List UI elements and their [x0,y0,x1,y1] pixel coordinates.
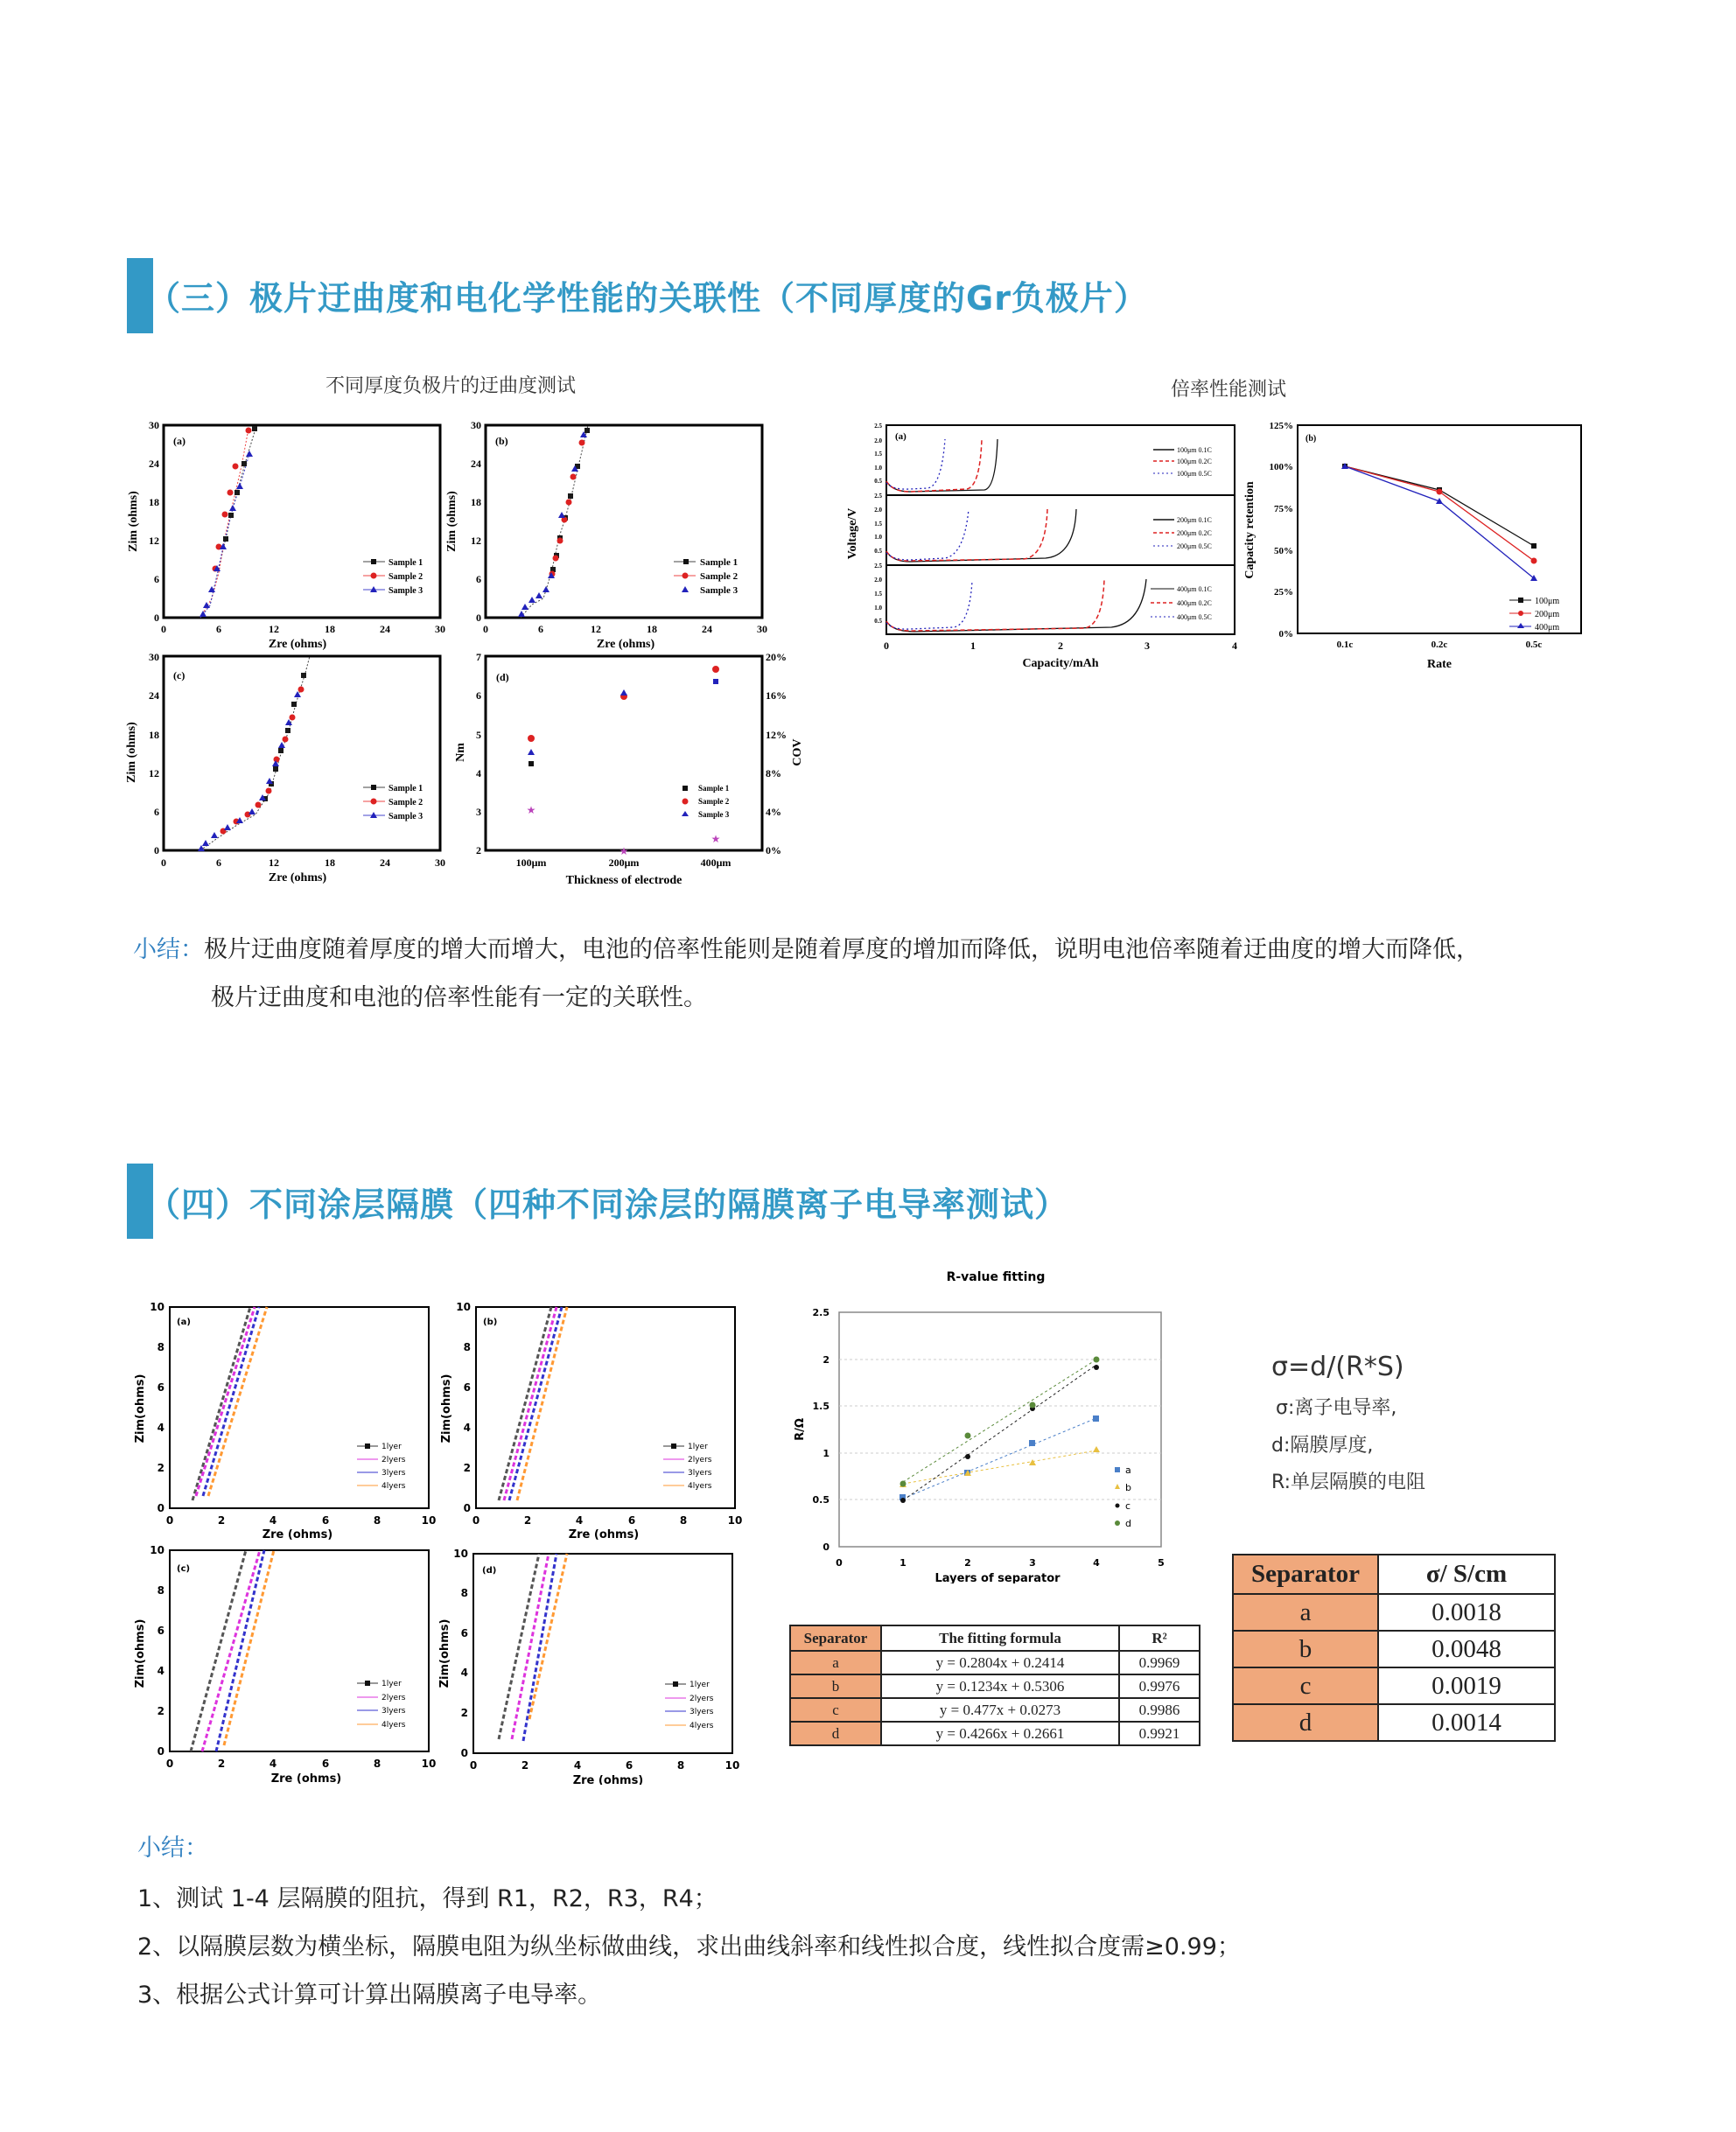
svg-text:5: 5 [1158,1557,1165,1569]
svg-text:12: 12 [149,535,159,547]
section4-summary-item-2: 2、以隔膜层数为横坐标，隔膜电阻为纵坐标做曲线，求出曲线斜率和线性拟合度，线性拟合度需≥0.99； [137,1933,1241,1961]
svg-text:★: ★ [619,845,629,857]
conductivity-table [1232,1554,1556,1742]
svg-text:24: 24 [380,856,390,869]
svg-text:(a): (a) [177,1318,191,1327]
svg-text:4: 4 [476,767,481,779]
svg-text:24: 24 [380,623,390,635]
svg-text:0: 0 [154,612,159,624]
tortuosity-chart-a [122,411,455,656]
svg-text:3: 3 [1029,1557,1036,1569]
svg-text:Zim(ohms): Zim(ohms) [438,1618,452,1688]
svg-text:6: 6 [625,1759,634,1772]
svg-text:24: 24 [702,623,712,635]
svg-text:400μm 0.1C: 400μm 0.1C [1177,585,1212,593]
section4-summary-item-3: 3、根据公式计算可计算出隔膜离子电导率。 [137,1982,602,2009]
fitting-formula-table [789,1625,1200,1746]
svg-text:2: 2 [521,1759,529,1772]
svg-text:0: 0 [161,856,166,869]
svg-text:10: 10 [150,1301,164,1313]
svg-text:1: 1 [822,1448,830,1459]
fit-cell: 0.9969 [1119,1651,1200,1674]
svg-text:2: 2 [460,1707,468,1719]
svg-text:4: 4 [460,1667,468,1679]
section4-title: （四）不同涂层隔膜（四种不同涂层的隔膜离子电导率测试） [147,1185,1069,1224]
svg-text:Capacity retention: Capacity retention [1243,481,1256,579]
svg-text:Zre (ohms): Zre (ohms) [262,1528,333,1541]
r-value-fitting-chart [770,1260,1172,1583]
svg-text:b: b [1125,1482,1131,1493]
svg-text:8: 8 [157,1584,164,1597]
svg-text:Sample 1: Sample 1 [388,784,424,793]
svg-text:(d): (d) [482,1566,497,1576]
svg-text:Sample 1: Sample 1 [700,557,738,568]
svg-text:3lyers: 3lyers [690,1708,714,1716]
fit-row [790,1698,1200,1722]
svg-text:2.5: 2.5 [874,493,882,500]
svg-text:100μm 0.2C: 100μm 0.2C [1177,458,1212,465]
svg-text:2: 2 [822,1354,830,1366]
svg-text:6: 6 [538,623,543,635]
svg-text:R-value fitting: R-value fitting [946,1270,1046,1284]
svg-text:3: 3 [476,806,481,818]
svg-text:0: 0 [165,1514,174,1527]
svg-text:10: 10 [727,1514,743,1527]
formula-note-r: R:单层隔膜的电阻 [1271,1471,1426,1493]
svg-text:(b): (b) [495,435,508,447]
fit-header-r2: R² [1119,1625,1200,1651]
svg-text:2: 2 [463,1462,471,1474]
svg-text:Nm: Nm [454,743,467,762]
section4-summary-label [137,1824,208,1873]
svg-text:125%: 125% [1269,421,1293,431]
svg-text:2: 2 [476,844,481,856]
svg-text:Sample 2: Sample 2 [388,572,424,582]
svg-text:100μm 0.1C: 100μm 0.1C [1177,446,1212,454]
fit-cell: 0.9921 [1119,1722,1200,1745]
svg-text:1.0: 1.0 [874,534,882,541]
separator-eis-chart-b [438,1286,752,1531]
svg-text:18: 18 [325,856,335,869]
svg-text:18: 18 [149,729,159,741]
fit-cell: 0.9986 [1119,1698,1200,1722]
conductivity-formula: σ=d/(R*S) [1271,1352,1404,1382]
svg-text:6: 6 [460,1627,468,1639]
svg-text:Zre (ohms): Zre (ohms) [568,1528,640,1541]
svg-text:1: 1 [900,1557,906,1569]
svg-text:1.0: 1.0 [874,605,882,612]
svg-text:2lyers: 2lyers [382,1456,406,1464]
svg-text:0: 0 [165,1758,174,1770]
svg-text:0: 0 [483,623,488,635]
tortuosity-chart-b [438,411,788,656]
fit-cell: 0.9976 [1119,1674,1200,1698]
svg-text:(b): (b) [483,1318,498,1327]
cond-header-sigma: σ/ S/cm [1378,1555,1555,1594]
svg-text:Voltage/V: Voltage/V [846,507,859,560]
svg-text:1.0: 1.0 [874,465,882,472]
svg-text:Sample 3: Sample 3 [700,585,738,596]
svg-text:Sample 3: Sample 3 [388,586,424,596]
svg-text:75%: 75% [1274,504,1293,514]
section3-title: （三）极片迂曲度和电化学性能的关联性（不同厚度的Gr负极片） [147,279,1148,318]
svg-text:100μm: 100μm [1535,597,1560,606]
svg-text:6: 6 [216,856,221,869]
svg-text:400μm: 400μm [1535,623,1560,633]
svg-text:4: 4 [269,1514,277,1527]
svg-text:10: 10 [421,1758,437,1770]
svg-text:0: 0 [463,1502,471,1514]
svg-text:6: 6 [154,806,159,818]
svg-text:4: 4 [1093,1557,1100,1569]
svg-text:Zim(ohms): Zim(ohms) [134,1374,147,1443]
svg-text:3lyers: 3lyers [382,1707,406,1716]
svg-text:4: 4 [269,1758,277,1770]
svg-text:Zre (ohms): Zre (ohms) [572,1774,644,1785]
fit-cell: c [790,1698,881,1722]
cond-cell: 0.0019 [1378,1667,1555,1704]
svg-text:0%: 0% [1278,629,1293,640]
cond-cell: 0.0018 [1378,1594,1555,1631]
svg-text:6: 6 [157,1381,164,1394]
svg-text:0: 0 [460,1747,468,1759]
svg-text:6: 6 [476,573,481,585]
svg-text:0: 0 [154,844,159,856]
svg-text:2.5: 2.5 [874,563,882,570]
svg-text:6: 6 [463,1381,471,1394]
svg-text:18: 18 [149,496,159,508]
fit-row [790,1722,1200,1745]
section4-summary-item-1: 1、测试 1-4 层隔膜的阻抗，得到 R1，R2，R3，R4； [137,1885,718,1912]
svg-text:c: c [1125,1500,1131,1512]
svg-text:24: 24 [149,458,159,470]
svg-text:4: 4 [1232,640,1237,652]
svg-text:4lyers: 4lyers [382,1482,406,1491]
svg-text:6: 6 [157,1625,164,1637]
svg-text:R/Ω: R/Ω [794,1418,807,1441]
svg-text:0: 0 [469,1759,478,1772]
cond-row [1233,1704,1555,1741]
svg-text:8: 8 [463,1341,471,1353]
svg-text:★: ★ [526,804,536,816]
svg-text:2: 2 [157,1705,164,1717]
svg-text:6: 6 [154,573,159,585]
fit-cell: y = 0.1234x + 0.5306 [881,1674,1119,1698]
svg-text:24: 24 [149,689,159,702]
svg-text:Rate: Rate [1427,658,1452,671]
summary-label: 小结： [133,936,204,963]
separator-eis-chart-d [438,1531,752,1785]
svg-text:8: 8 [460,1587,468,1599]
svg-text:30: 30 [149,651,159,663]
svg-text:12: 12 [149,767,159,779]
svg-text:2.0: 2.0 [874,437,882,444]
svg-text:100%: 100% [1269,462,1293,472]
svg-text:1.5: 1.5 [812,1401,830,1412]
svg-text:Sample 3: Sample 3 [388,812,424,821]
svg-text:Capacity/mAh: Capacity/mAh [1022,657,1099,670]
svg-text:0: 0 [472,1514,480,1527]
svg-text:6: 6 [321,1514,330,1527]
svg-text:10: 10 [456,1301,471,1313]
svg-text:2: 2 [217,1758,226,1770]
svg-text:(d): (d) [496,671,509,683]
svg-text:6: 6 [627,1514,636,1527]
svg-text:4lyers: 4lyers [688,1482,712,1491]
cond-header-separator: Separator [1233,1555,1378,1594]
svg-text:Zim(ohms): Zim(ohms) [134,1618,147,1688]
svg-text:2.5: 2.5 [874,423,882,430]
svg-text:a: a [1125,1464,1131,1476]
svg-text:Thickness of electrode: Thickness of electrode [565,874,682,887]
svg-text:4: 4 [573,1759,582,1772]
svg-text:Zim (ohms): Zim (ohms) [125,722,138,783]
cond-cell: a [1233,1594,1378,1631]
fit-header-separator: Separator [790,1625,881,1651]
svg-text:0: 0 [476,612,481,624]
svg-text:0%: 0% [766,844,781,856]
svg-text:200μm: 200μm [1535,610,1560,619]
svg-text:2lyers: 2lyers [382,1694,406,1702]
svg-text:8: 8 [676,1759,685,1772]
svg-text:24: 24 [471,458,481,470]
svg-text:4lyers: 4lyers [382,1721,406,1730]
svg-text:Zre (ohms): Zre (ohms) [268,638,327,651]
svg-text:10: 10 [453,1548,468,1560]
svg-text:8: 8 [679,1514,688,1527]
svg-text:6: 6 [476,689,481,702]
svg-text:100μm 0.5C: 100μm 0.5C [1177,470,1212,478]
formula-note-sigma: σ:离子电导率, [1276,1397,1397,1419]
svg-text:0: 0 [157,1745,164,1758]
svg-text:2: 2 [1058,640,1063,652]
svg-text:0: 0 [157,1502,164,1514]
svg-text:100μm: 100μm [515,856,547,869]
svg-text:1.5: 1.5 [874,521,882,528]
cond-cell: b [1233,1631,1378,1667]
svg-text:0.5: 0.5 [812,1494,830,1506]
svg-text:2lyers: 2lyers [688,1456,712,1464]
svg-text:★: ★ [710,833,721,845]
svg-text:0.5c: 0.5c [1525,640,1543,650]
svg-text:8: 8 [373,1514,382,1527]
svg-text:Sample 3: Sample 3 [698,810,730,819]
formula-note-d: d:隔膜厚度, [1271,1435,1374,1457]
svg-text:Zre (ohms): Zre (ohms) [268,871,327,884]
svg-text:4lyers: 4lyers [690,1722,714,1730]
svg-text:(a): (a) [173,435,186,447]
cond-row [1233,1631,1555,1667]
cond-cell: d [1233,1704,1378,1741]
svg-text:200μm 0.2C: 200μm 0.2C [1177,529,1212,537]
svg-text:Zre (ohms): Zre (ohms) [596,638,655,651]
svg-text:Zim(ohms): Zim(ohms) [440,1374,453,1443]
svg-text:Sample 2: Sample 2 [388,798,424,807]
separator-eis-xlabels [131,1524,752,1543]
capacity-retention-chart [1225,411,1592,674]
svg-text:400μm 0.5C: 400μm 0.5C [1177,613,1212,621]
svg-text:0.2c: 0.2c [1431,640,1448,650]
svg-text:12%: 12% [766,729,787,741]
fit-row [790,1674,1200,1698]
svg-text:8: 8 [373,1758,382,1770]
svg-text:20%: 20% [766,651,787,663]
svg-text:1lyer: 1lyer [690,1681,710,1689]
svg-text:2lyers: 2lyers [690,1695,714,1703]
svg-text:4: 4 [157,1422,164,1434]
separator-eis-chart-a [131,1286,446,1531]
svg-text:(c): (c) [173,669,186,682]
svg-text:2.0: 2.0 [874,577,882,584]
fit-cell: y = 0.2804x + 0.2414 [881,1651,1119,1674]
svg-text:12: 12 [269,856,279,869]
svg-text:10: 10 [724,1759,740,1772]
svg-text:(a): (a) [895,431,906,442]
svg-text:18: 18 [325,623,335,635]
svg-text:1.5: 1.5 [874,451,882,458]
fit-cell: d [790,1722,881,1745]
svg-text:4: 4 [575,1514,584,1527]
svg-text:Sample 1: Sample 1 [698,784,730,793]
svg-text:1lyer: 1lyer [382,1680,402,1688]
svg-text:5: 5 [476,729,481,741]
svg-text:30: 30 [435,623,445,635]
fit-cell: y = 0.4266x + 0.2661 [881,1722,1119,1745]
svg-text:0: 0 [161,623,166,635]
svg-text:12: 12 [591,623,601,635]
svg-text:30: 30 [435,856,445,869]
svg-text:400μm: 400μm [700,856,732,869]
cond-cell: 0.0048 [1378,1631,1555,1667]
fit-cell: a [790,1651,881,1674]
svg-text:Zim (ohms): Zim (ohms) [445,491,458,552]
svg-text:30: 30 [149,419,159,431]
svg-text:25%: 25% [1274,587,1293,598]
svg-text:COV: COV [791,738,804,766]
svg-text:4: 4 [157,1665,164,1677]
svg-text:0.5: 0.5 [874,548,882,555]
svg-text:4: 4 [463,1422,471,1434]
svg-text:0: 0 [836,1557,843,1569]
svg-text:0: 0 [884,640,889,652]
fit-header-formula: The fitting formula [881,1625,1119,1651]
svg-text:Zre (ohms): Zre (ohms) [270,1772,342,1785]
svg-text:8: 8 [157,1341,164,1353]
svg-text:2: 2 [523,1514,532,1527]
svg-text:6: 6 [321,1758,330,1770]
svg-text:(b): (b) [1306,434,1317,444]
svg-text:50%: 50% [1274,546,1293,556]
svg-text:0: 0 [822,1541,830,1553]
svg-text:Sample 2: Sample 2 [700,571,738,582]
rate-voltage-chart [831,411,1251,674]
svg-text:7: 7 [476,651,481,663]
fit-cell: y = 0.477x + 0.0273 [881,1698,1119,1722]
summary-label: 小结： [137,1835,208,1862]
fit-row [790,1651,1200,1674]
svg-text:d: d [1125,1518,1131,1529]
svg-text:Sample 2: Sample 2 [698,797,730,806]
section3-summary-line-2: 极片迂曲度和电池的倍率性能有一定的关联性。 [211,984,707,1011]
svg-text:3lyers: 3lyers [382,1469,406,1478]
svg-text:10: 10 [421,1514,437,1527]
svg-text:400μm 0.2C: 400μm 0.2C [1177,599,1212,607]
svg-text:12: 12 [269,623,279,635]
svg-text:(c): (c) [177,1564,191,1574]
svg-text:1lyer: 1lyer [688,1443,708,1451]
svg-text:2.5: 2.5 [812,1307,830,1318]
svg-text:30: 30 [471,419,481,431]
svg-text:2: 2 [964,1557,971,1569]
svg-text:Zim (ohms): Zim (ohms) [127,491,140,552]
summary-line-1: 极片迂曲度随着厚度的增大而增大，电池的倍率性能则是随着厚度的增加而降低，说明电池倍率随着迂曲度的增大而降低， [204,936,1480,963]
svg-text:18: 18 [471,496,481,508]
svg-text:0.5: 0.5 [874,478,882,485]
tortuosity-chart-d [438,646,805,891]
separator-eis-chart-c [131,1531,446,1785]
svg-text:1: 1 [970,640,976,652]
tortuosity-figure-title: 不同厚度负极片的迂曲度测试 [326,375,577,397]
svg-text:2: 2 [157,1462,164,1474]
svg-text:18: 18 [647,623,657,635]
section3-summary [133,926,1480,975]
cond-row [1233,1594,1555,1631]
svg-text:200μm 0.5C: 200μm 0.5C [1177,542,1212,550]
fit-cell: b [790,1674,881,1698]
tortuosity-chart-c [122,646,455,891]
cond-cell: 0.0014 [1378,1704,1555,1741]
svg-text:3: 3 [1144,640,1150,652]
rate-figure-title: 倍率性能测试 [1171,379,1287,401]
svg-text:0.5: 0.5 [874,618,882,625]
svg-text:Layers of separator: Layers of separator [934,1572,1060,1583]
cond-cell: c [1233,1667,1378,1704]
svg-text:12: 12 [471,535,481,547]
svg-text:30: 30 [757,623,767,635]
svg-text:200μm: 200μm [608,856,640,869]
svg-text:4%: 4% [766,806,781,818]
svg-text:200μm 0.1C: 200μm 0.1C [1177,516,1212,524]
svg-text:2: 2 [217,1514,226,1527]
svg-text:Sample 1: Sample 1 [388,558,424,568]
svg-text:1lyer: 1lyer [382,1443,402,1451]
svg-text:1.5: 1.5 [874,591,882,598]
svg-text:16%: 16% [766,689,787,702]
svg-text:2.0: 2.0 [874,507,882,514]
svg-text:0.1c: 0.1c [1336,640,1354,650]
cond-row [1233,1667,1555,1704]
svg-text:8%: 8% [766,767,781,779]
svg-text:3lyers: 3lyers [688,1469,712,1478]
svg-text:6: 6 [216,623,221,635]
svg-text:10: 10 [150,1544,164,1556]
